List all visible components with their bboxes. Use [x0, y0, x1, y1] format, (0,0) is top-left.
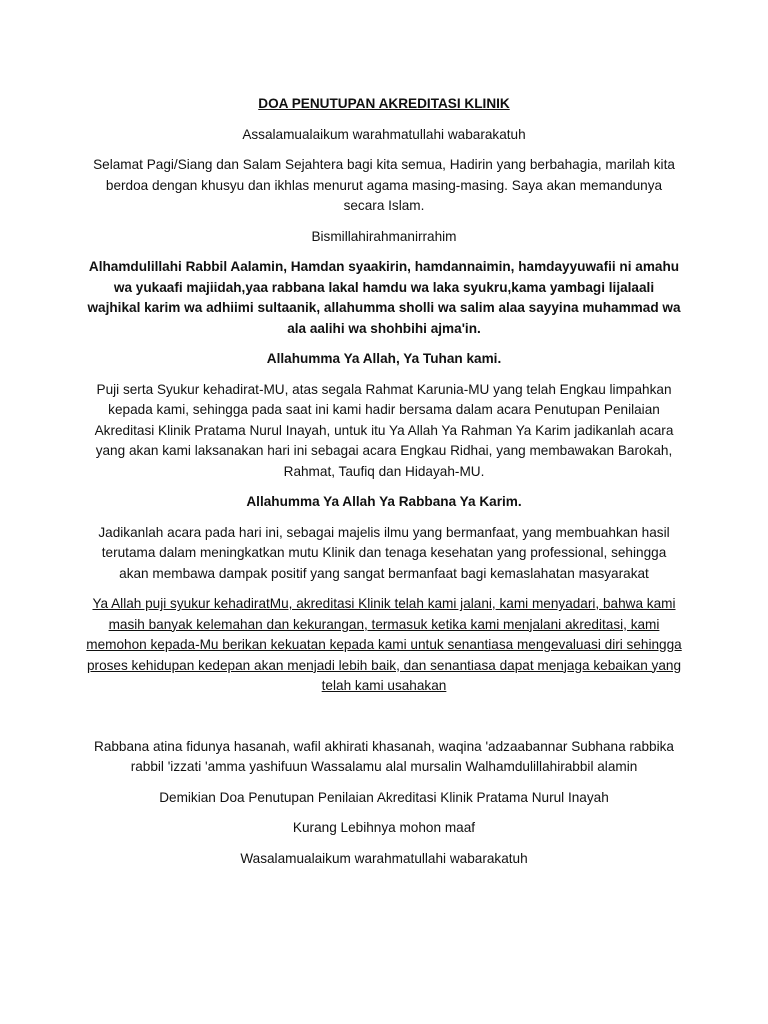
intro-paragraph: Selamat Pagi/Siang dan Salam Sejahtera bagi kita semua, Hadirin yang berbahagia, marilah kita berdoa dengan khusyu dan ikhlas menurut agama masing-masing. Saya akan memandunya secara Islam. — [93, 157, 675, 213]
closing-prayer-paragraph: Rabbana atina fidunya hasanah, wafil akhirati khasanah, waqina 'adzaabannar Subhana rabbika rabbil 'izzati 'amma yashifuun Wassalamu alal mursalin Walhamdulillahirabbil alamin — [94, 738, 674, 774]
bismillah-paragraph: Bismillahirahmanirrahim — [311, 228, 457, 244]
statement-paragraph: Demikian Doa Penutupan Penilaian Akreditasi Klinik Pratama Nurul Inayah — [159, 789, 609, 805]
reflection-paragraph: Ya Allah puji syukur kehadiratMu, akreditasi Klinik telah kami jalani, kami menyadari, bahwa kami masih banyak kelemahan dan kekurangan, termasuk ketika kami menjalani akreditasi, kami memohon kepada-Mu berikan kekuatan kepada kami untuk senantiasa mengevaluasi diri sehingga proses kehidupan kedepan akan menjadi lebih baik, dan senantiasa dapat menjaga kebaikan yang telah kami usahakan — [86, 596, 682, 693]
document-body — [86, 94, 682, 869]
greeting-paragraph: Assalamualaikum warahmatullahi wabarakatuh — [242, 126, 526, 142]
invocation-paragraph-2: Allahumma Ya Allah Ya Rabbana Ya Karim. — [246, 494, 522, 509]
apology-paragraph: Kurang Lebihnya mohon maaf — [292, 820, 476, 835]
invocation-paragraph-1: Allahumma Ya Allah, Ya Tuhan kami. — [266, 351, 502, 366]
paragraph-spacer — [86, 707, 682, 737]
document-title: DOA PENUTUPAN AKREDITASI KLINIK — [258, 96, 510, 111]
request-paragraph: Jadikanlah acara pada hari ini, sebagai majelis ilmu yang bermanfaat, yang membuahkan hasil terutama dalam meningkatkan mutu Klinik dan tenaga kesehatan yang professional, sehingga akan membawa dampak positif yang sangat bermanfaat bagi kemaslahatan masyarakat — [98, 524, 670, 581]
gratitude-paragraph: Puji serta Syukur kehadirat-MU, atas segala Rahmat Karunia-MU yang telah Engkau limpahkan kepada kami, sehingga pada saat ini kami hadir bersama dalam acara Penutupan Penilaian Akreditasi Klinik Pratama Nurul Inayah, untuk itu Ya Allah Ya Rahman Ya Karim jadikanlah acara yang akan kami laksanakan hari ini sebagai acara Engkau Ridhai, yang membawakan Barokah, Rahmat, Taufiq dan Hidayah-MU. — [94, 381, 674, 479]
farewell-paragraph: Wasalamualaikum warahmatullahi wabarakatuh — [240, 850, 528, 866]
opening-prayer-paragraph: Alhamdulillahi Rabbil Aalamin, Hamdan syaakirin, hamdannaimin, hamdayyuwafii ni amahu wa yukaafi majiidah,yaa rabbana lakal hamdu wa laka syukru,kama yambagi lijalaali wajhikal karim wa adhiimi sultaanik, allahumma sholli wa salim alaa sayyina muhammad wa ala aalihi wa shohbihi ajma'in. — [87, 259, 681, 336]
